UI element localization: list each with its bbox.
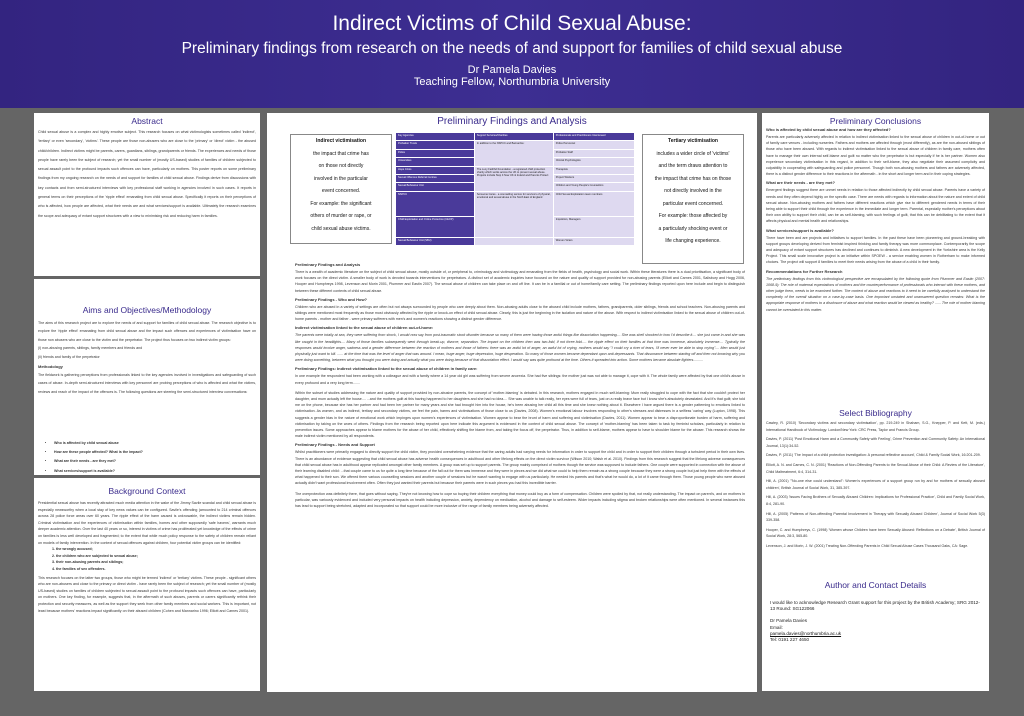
contact-name: Dr Pamela Davies [770,618,808,624]
findings-text: There is a wealth of academic literature on the subject of child sexual abuse, mostly outside of, or peripheral to, criminology and victimology and emanating from the fields of health, psychology and social work. Within these literatures there is a dual prioritisation, a significant body of work focuses on the direct victim. A smaller body of work is devoted towards interventions for perpetrators. A distinct set of academic inquiries have focused on the nature and quality of support provided for non-abusing parents (Elliott and Carnes 2001, Salisbury and Hogg 2006, Hooper and Humphreys 1998, Levenson and Morin 2001, Plummer and Eastin 2007). The sexual abuse of children can take place on and off line. It can be in a familial or out of home/family care setting. The preliminary findings reported upon here include and begin to distinguish between these different contexts of child sexual abuse. [295,270,745,293]
table-row [396,166,635,174]
question-item: • Who is affected by child sexual abuse [54,440,260,446]
agency-cell: Sexual Behaviour Unit (SBU) [396,237,475,245]
question-item: • What are their needs - are they met? [54,458,260,464]
bibliography-item: Levenson, J. and Morin, J. W. (2001) Treating Non-Offending Parents in Child Sexual Abuse Cases Thousand Oaks, CA: Sage. [766,543,969,548]
professional-cell: Child Sexual Exploitation team members [553,191,634,216]
who-how-text: Children who are abused in a variety of settings are often but not always surrounded by people who care deeply about them. Non-abusing adults close to the abused child include mothers, fathers, grandparents, older siblings, friends and school teachers. Non-abusing parents and siblings were mentioned most frequently as those most obviously affected by the ripple or knock-on effect of child sexual abuse. Clearly, this is just the beginning in the isolation and nature of the abuse. With respect to indirect victimisation linked to the sexual abuse of children out-of-home parents - mother and father - were primary sufferers with men's and women's reactions showing a distinct gender difference. [295,304,745,322]
methodology-heading: Methodology [38,364,63,370]
mother-blaming-text: Within the subset of studies addressing the nature and quality of support provided by non-abusive parents, the concept of 'mother-blaming' is debated. In this research, mothers engaged in much self-blaming: Mum really struggled to cope with the fact that she couldn't protect her daughter, and mum actually left the house.... ...and the mothers guilt at this having happened to her daughters and she had no idea.... She was unable to talk really, her eyes were full of tears, just on a really brave face but I know she's absolutely devastated. And it's that guilt; she told me on the phone, because she has her partner and had been her partner for many years and she had brought him into the house, he's been abusing her child all this time and she knew nothing about it. Elsewhere I have argued there is a gender patterning to emotions linked to victimisation. As women, and as indirect, tertiary and secondary victims, we feel the pain, harms and victimisations of those close to us (Davies, 2008). Women's emotional labour involves responding to other's stresses and distresses in a selfless 'caring' way (Lupton, 1998). This suggests a gender bias in the nature of emotional work which impinges upon women's experiences of victimisation. Women appear to bear the brunt of harm and suffering and victimisation (Davies, 2011). Women appear to bear a disproportionate burden of harm, suffering and victimisation by taking on the woes of others. Findings from the research being reported upon here indicate this argument is evidenced in the context of child sexual abuse. The concept of 'mother-blaming' has been taken to task by feminist scholars, particularly in relation to prevention issues. Some approaches appear to blame mothers for the abuse of her child, effectively shifting the blame from, and taking the focus off, the perpetrator. Thus, in addition to self-blame, mothers appear to have to shoulder blame for the abuser. This research shows the male indirect victim mentioned by all respondents. [295,390,745,439]
professional-cell: Clinical Psychologists [553,158,634,166]
methodology-text: The fieldwork is gathering perceptions from professionals linked to the key agencies involved in investigations and safeguarding of such cases of abuse. In-depth semi-structured interviews with key personnel are probing perceptions of who is affected and what the victims, reviews and reach of the impact of the offences is. The following questions are steering the semi-structured interview conversations: [38,373,256,394]
questions-panel [34,437,260,475]
who-how-heading: Preliminary Findings - Who and How? [295,296,368,302]
abstract-text: Child sexual abuse is a complex and highly emotive subject. This research focuses on what victimologists sometimes called 'indirect', 'tertiary' or even 'secondary', 'victims'. These people are those non-abusers who are close to the 'primary' or 'direct' victim - the abused child/children. Indirect victims might be parents, carers, guardians, siblings, grandparents or friends. The experiences and needs of those people have rarely been the subject of research; yet the small number of (mostly US-based) studies of families of children subjected to sexual assault point to the profound impacts such offences can have, particularly on mothers. This poster reports on some preliminary findings from my ongoing research on the needs of and support for families of child sexual abuse. Findings derive from discussions with key contacts and from semi-structured interviews with key professional staff working in agencies involved in such cases. It reports in general terms on their perceptions of the 'ripple effect' emanating from child sexual abuse. Specifically it reports on their perceptions of who is affected, how people are affected, what their needs are and what services/support is available. Ultimately the research examines the scope and adequacy of extant support structures with a view to minimising risk and reducing harm in families. [38,130,256,218]
conclusion-text: Parents are particularly adversely affected in relation to indirect victimisation linked to the sexual abuse of children in out-of-home or out of family care venues - including nurseries. Fathers and mothers are affected through (most differently), as are the non-abused siblings of those who have been abused. With regards to indirect victimisation linked to the sexual abuse of children in family care, mothers often have to manage their own internal self-blame and guilt no matter who the perpetrator is but especially if he is her partner. Women also experience secondary victimisation in this regard, in addition to their self-blame, they also negotiate their assumed complicity and culpability in cooperating with safeguarding and police personnel. Though both non-abusing mothers and fathers are adversely affected, there is a distinct gender difference to their reactions in the aftermath - in the short and longer term and in their coping strategies. [766,135,985,177]
support-cell: In addition to the NSPCC and Barnardos: [474,141,553,166]
background-panel [34,478,260,691]
findings-subheading: Preliminary Findings and Analysis [295,262,361,267]
box-line: event concerned. [321,188,361,194]
table-row [396,237,635,245]
box-line: others of murder or rape, or [310,213,372,219]
findings-heading: Preliminary Findings and Analysis [437,116,587,127]
agency-cell: Sexual Behaviour Unit [396,183,475,191]
box-line: and the term draws attention to [658,163,728,169]
aims-group-item: (ii) friends and family of the perpetrator [38,354,100,359]
professional-cell: Police Personnel [553,141,634,149]
box-line: Tertiary victimisation [668,138,718,144]
box-line: on those not directly [318,163,364,169]
bibliography-item: Hooper, C. and Humphreys, C. (1998) 'Women whose Children have been Sexually Abused: Reflections on a Debate', British Journal of Social Work, 28:3, 565-80. [766,527,985,539]
support-cell-empty [474,237,553,245]
poster-title: Indirect Victims of Child Sexual Abuse: [332,12,692,35]
agency-cell: Sexual Offences Referral Centres [396,174,475,182]
background-group-item: 3. their non-abusing parents and siblings; [56,559,260,566]
bibliography-item: Hill, A. (2005) 'Patterns of Non-offending Parental Involvement in Therapy with Sexually Abused Children', Journal of Social Work 5(3) 339-358. [766,511,985,523]
conclusion-question: What services/support is available? [766,227,834,233]
conclusions-panel [762,113,989,405]
contact-email-label: Email: [770,624,783,630]
needs-support-text: Whilst practitioners were primarily engaged to directly support the child victim, they provided overwhelming evidence that the caring adults had varying needs for information in order to support the child and in order to support their children through a turbulent period in their own lives. There is an abundance of evidence suggesting that child sexual abuse has adverse health consequences in adulthood and other lifelong effects on the direct victim survivor (Wilson 2010; Walsh et al. 2010). Findings from this research suggest that the lifelong adverse consequences that child sexual abuse has in adulthood appear replicated amongst other family members. A group was set up to support parents. The group mainly comprised of mothers though the service was supposed to include fathers. One couple were supported in connection with the abuse of their learning disabled child: ...that couple came to us for quite a long time because of the fall out for them was immense and they were in pieces and we did what we could to help them remain as a strong couple because they were a strong couple but just help them with the effects of what happened to their son. We offered them various counselling sessions and another couple of sessions but he wasn't wanting to engage with us particularly. He needed his parents and that's what he would do, a lot of it came through them. Those young people who were abused actually didn't want professional involvement often. Often they just wanted their parents but because their parents were in such pieces you had this incredible barrier. [295,450,745,486]
bibliography-item: Davies, P. (2011) 'The Impact of a child protection investigation: A personal reflective account', Child & Family Social Work, 16:201-209. [766,453,981,458]
professional-cell: Inquisitors, Managers [553,216,634,237]
agency-cell: Hope Crisis [396,166,475,174]
tertiary-victimisation-box [642,134,744,264]
poster-banner [0,0,1024,108]
background-group-item: 4. the families of sex offenders. [56,566,260,573]
contact-panel [762,580,989,691]
conclusions-body [762,126,989,314]
questions-list [40,440,260,474]
out-of-home-heading: Indirect victimisation linked to the sexual abuse of children out-of-home: [295,325,434,331]
bibliography-list [762,418,989,555]
contact-phone: Tel: 0191 227 4650 [770,637,810,643]
box-line: not directly involved in the [664,188,722,194]
bibliography-item: Cawley, R. (2010) 'Secondary victims and secondary victimisation', pp. 219-249 in Shaham, S.G., Knepper, P. and Kett, M. (eds.) International Handbook of Victimology. London/New York: CRC Press, Taylor and Francis Group. [766,421,985,432]
bibliography-item: Elliott, A. N. and Carnes, C. N. (2001) 'Reactions of Non-Offending Parents to the Sexual Abuse of their Child: A Review of the Literature', Child Maltreatment, 6:4, 314-31. [766,462,985,474]
author-name: Dr Pamela Davies [467,64,557,76]
box-line: particular event concerned. [662,200,724,207]
background-text-2: This research focuses on the latter two groups, those who might be termed 'indirect' or 'tertiary' victims. These people - significant others who are non-abusers and close to the primary or direct victim - have rarely been the subject of research; yet the small number of (mostly US-based) studies on families of children subjected to sexual assault point to the profound impacts such offences can have, particularly on mothers. One key finding, for example, suggests that, in the aftermath of such abuses, parents or carers significantly rethink their protection and security measures, as well as the support they seek from other family members and social workers. This is important, not least because mothers' reactions impact significantly on their abused children (Cohen and Mannarino 1996; Elliott and Carnes 2001). [38,575,256,613]
impact-text: The overprotection was definitely there, that goes without saying. They're not knowing how to cope so buying their children everything that money could buy as a form of compensation. Children were spoiled by that, not really understanding. The impact on parent's, and on mothers in particular, was variously evidenced and included very personal impacts on health including depression, anxiety, dependency on medication, alcohol and damage to self-esteem. Wider impacts including stigma and broken relationships were often mentioned. In several instances this has lead to support being stretched, adapted and incorporated so that support could be more inclusive of the range of family members being adversely affected. [295,491,745,509]
author-affiliation: Teaching Fellow, Northumbria University [413,76,611,88]
aims-panel [34,279,260,437]
question-item: • What services/support is available? [54,468,260,474]
contact-heading: Author and Contact Details [824,580,927,590]
table-header: Key Agencies [396,133,475,141]
aims-groups [34,344,260,361]
box-line: the impact that crime has [313,150,369,157]
background-group-item: 1. the wrongly accused; [56,546,260,553]
needs-support-heading: Preliminary Findings - Needs and Support [295,442,375,448]
bibliography-item: Hill, A. (2003) 'Issues Facing Brothers of Sexually Abused Children: Implications for Professional Practice', Child and Family Social Work, 8:4, 281-90. [766,495,985,506]
key-agencies-table [395,132,635,246]
box-line: includes a wider circle of 'victims' [656,150,730,157]
abstract-panel [34,113,260,276]
background-text: Presidential sexual abuse has recently attracted much media attention in the wake of the Jimmy Savile scandal and child sexual abuse is especially newsworthy when a local stay of key news values can be configured. Savile's offending (amounted to 214 criminal offences across 28 police force areas over 60 years. The ripple effect of the harm caused is unknowable, the indirect victims remain hidden. Criminal victimisation and the experiences of victimisation within families, homes and other supposedly 'safe havens', warrants much deeper academic attention. Over the last 40 years or so, interest in victims of crime has proliferated yet knowledge of the effects of crime on families is less well developed and fragmented; to the extent that while much policy response to the safety of children remain reliant on models of family intervention. In the context of sexual offences against children, four potential victim groups can be identified: [38,501,256,545]
bibliography-item: Hill, A. (2001) '"No-one else could understand": Women's experiences of a support group run by and for mothers of sexually abused children', British Journal of Social Work, 31, 385-397. [766,479,985,490]
conclusion-text: There have been and are projects and initiatives to support families. In the past these have been pioneering and ground-breaking with support groups developing derived from feminist inspired thinking and family therapy was more commonplace. Contemporarily the scope and adequacy of extant support structures has declined and continues to diminish. A new development in the Yorkshire area is the Kelly Project. This small scale innovative project is an initiative within SPOEW - a service enabling women in Rotherham to make informed choices. The project will support 8 families to meet their needs arising from the abuse of a child in their family. [766,235,985,265]
professional-cell: Women Vicars [553,237,634,245]
box-line: life changing experience. [665,238,721,244]
findings-panel [267,113,757,692]
box-line: a particularly shocking event or [658,225,728,232]
contact-email-link[interactable]: pamela.davies@northumbria.ac.uk [770,630,842,636]
acknowledgement-text: I would like to acknowledge Research Grant support for this project by the British Academy; SRG 2012-13 Round: SG122066 [770,600,980,612]
support-cell: The Lucy Faithfull Foundation - a registered child protection charity which works across the UK to prevent sexual abuse. Projects include Stop It Now UK & Ireland and Parents Protect [474,166,553,191]
contact-body [762,590,989,653]
professional-cell: Project Workers [553,174,634,182]
table-header-row [396,133,635,141]
support-cell: Someone Cares - a counselling service for survivors of physical, emotional and sexual abuse in the North East of England [474,191,553,237]
agency-cell: NSPCC [396,191,475,216]
background-heading: Background Context [108,486,186,496]
box-line: For example: the significant [310,200,372,207]
professional-cell: Therapists [553,166,634,174]
bibliography-item: Davies, P. (2011) 'Post Emotional Harm and a Community Safety with Feeling', Crime Prevention and Community Safety: An International Journal, 13(1):34-52. [766,437,985,448]
indirect-victimisation-box [290,134,392,244]
recommendations-text: The preliminary findings from this victimological perspective are encapsulated by the following quote from Plummer and Eastin (2007: 1068-9): The role of maternal expectations of mothers and the counterperformance of professionals who interact with these mothers, and other judge them, needs to be examined further. The context of abuse and reactions to it need to be carefully analysed to understand the complexity of the overall situation on a case-by-case basis. One important unstated and unanswered question remains: What is the appropriate response of mothers to a disclosure of abuse and what reaction would be viewed as healthy? ...... The role of mother blaming cannot be overstated in this matter. [766,276,985,312]
table-row [396,191,635,216]
box-line: child sexual abuse victims. [311,225,371,232]
box-line: For example: those affected by [658,213,728,219]
table-header: Support Services/Charities [474,133,553,141]
aims-heading: Aims and Objectives/Methodology [82,305,212,315]
box-line: involved in the particular [314,175,368,182]
background-groups [42,546,260,572]
poster-subtitle: Preliminary findings from research on the needs of and support for families of child sexual abuse [181,40,843,57]
abstract-heading: Abstract [131,116,163,126]
bibliography-heading: Select Bibliography [839,408,912,418]
box-line: Indirect victimisation [315,138,366,144]
aims-text: The aims of this research project are to explore the needs of and support for families of child sexual abuse. The research objective is to explore the 'ripple effect' emanating from child sexual abuse and the impact such offences and experiences of victimisation have on those non abusers who are close to the victim and the perpetrator. The project thus focuses on two indirect victim groups: [38,321,256,342]
table-header: Professionals and Practitioners Interviewed [553,133,634,141]
agency-cell: Probation Trusts [396,141,475,149]
conclusion-text: Emergent findings suggest there are unmet needs in relation to those affected indirectly by child sexual abuse. Parents have a variety of needs and they often depend highly on the specific case. There are needs with regards to information about the nature and extent of child sexual abuse. Non-abusing mothers and fathers have different reactions which give rise to different gendered needs in terms of their being able to support their child through the experience in the immediate and longer term. Parental, especially mother's perceptions about their own ability to support their child, can be as self-blaming, with such feelings of guilt, that this can be debilitating to the extent that it affects physical and mental health and relationships. [766,188,985,224]
background-group-item: 2. the children who are subjected to sexual abuse; [56,553,260,560]
conclusion-question: What are their needs - are they met? [766,180,835,186]
family-care-text: In one example the respondent had been working with a colleague and with a family where a 14 year old girl was suffering from severe anorexia. She had five siblings: the mother just was not able to manage it, cope with it. The whole family were affected by that one child's abuse in every profound and a very long term....... [295,374,745,385]
bibliography-panel [762,405,989,580]
professional-cell: Children and Young People's Counsellors [553,183,634,191]
findings-body [295,259,745,509]
recommendations-heading: Recommendations for Further Research [766,268,843,274]
question-item: • How are these people affected? What is the impact? [54,449,260,455]
box-line: the impact that crime has on those [654,175,732,182]
professional-cell: Probation Staff [553,149,634,157]
table-row [396,141,635,149]
conclusion-question: Who is affected by child sexual abuse and how are they affected? [766,127,891,132]
family-care-heading: Preliminary Findings: Indirect victimisation linked to the sexual abuse of children in family care: [295,366,478,372]
agency-cell: Police [396,149,475,157]
out-of-home-text: The parents were totally at sea, they were suffering from shock, I would now say from post-traumatic stock disorder because so many of them were having those awful things like dissociation happening.... She was shell shocked in how I'd describe it.... she just came in and she was like caught in the headlights.... Many of those families subsequently went through break-up, divorce, separation. The impact on the children then was two-fold, if not three-fold..... the ripple effect on their families at that time was immense, absolutely immense.... Typically the responses would involve anger, sadness and a gender difference between the reaction of mothers and those of fathers: there was an awful lot of anger, an awful lot of crying, mothers would say "I could cry a river of tears, I'll never ever be able to stop crying".... Men would just physically just want to kill. ...... at the time that was the level of anger that was around. I mean, huge anger, huge depression, huge desperation. So many of those women became dependant upon anti-depressants. That dissonance between starting off and then not knowing why you were doing something, between what you thought you were doing and actually what you were doing because of that dissociation effect. I would say was quite profound at the time. Others it spreaded into action. Some mothers became absolute fighters.......... [295,333,745,363]
agency-cell: Universities [396,158,475,166]
aims-group-item: (i) non-abusing parents, siblings, family members and friends and [38,346,143,351]
conclusions-heading: Preliminary Conclusions [829,116,922,126]
agency-cell: Child Exploitation and Online Protection (CEOP) [396,216,475,237]
